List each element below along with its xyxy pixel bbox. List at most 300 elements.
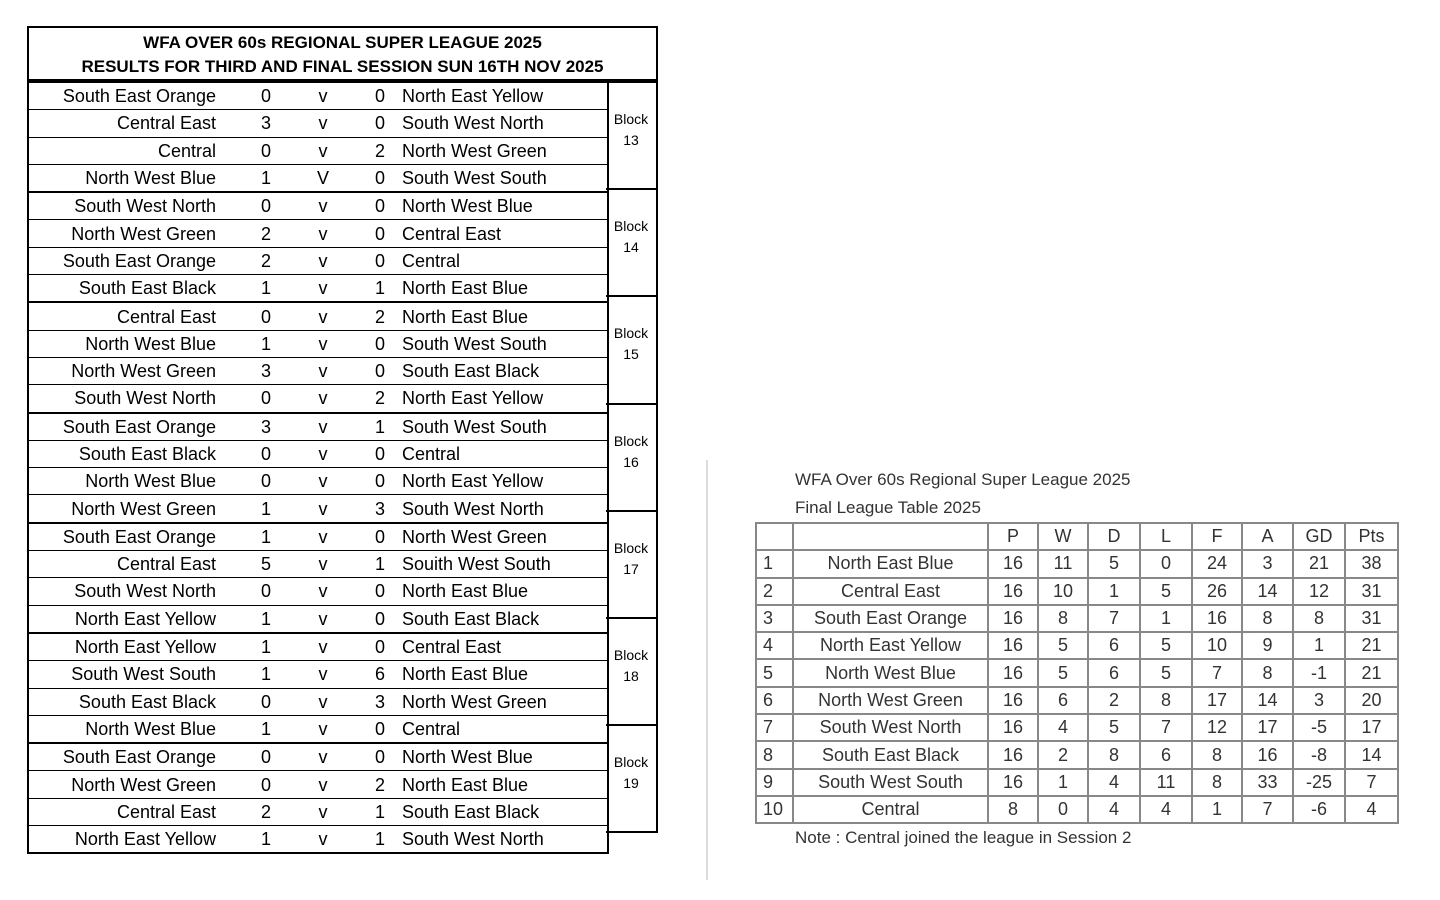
league-cell-for: 10	[1192, 632, 1242, 659]
match-away-score: 3	[366, 495, 394, 523]
match-away-score: 0	[366, 357, 394, 384]
block-label	[606, 295, 658, 404]
league-cell-for: 16	[1192, 605, 1242, 632]
league-cell-lost: 8	[1140, 687, 1192, 714]
league-cell-against: 8	[1242, 605, 1293, 632]
league-cell-for: 8	[1192, 741, 1242, 768]
league-cell-lost: 5	[1140, 578, 1192, 605]
match-home-team: North West Blue	[28, 468, 252, 495]
match-row	[28, 192, 608, 220]
match-home-team: North East Yellow	[28, 826, 252, 854]
match-away-team: Central	[394, 715, 608, 743]
match-row	[28, 605, 608, 633]
league-cell-points: 38	[1345, 550, 1398, 577]
match-away-score: 0	[366, 164, 394, 192]
league-cell-played: 16	[988, 550, 1038, 577]
league-cell-drawn: 5	[1088, 714, 1140, 741]
match-home-score: 1	[252, 661, 280, 688]
match-away-team: Souith West South	[394, 551, 608, 578]
league-cell-points: 31	[1345, 605, 1398, 632]
league-cell-goal-difference: 21	[1293, 550, 1345, 577]
block-label	[606, 617, 658, 726]
block-label	[606, 403, 658, 512]
league-cell-won: 8	[1038, 605, 1088, 632]
league-cell-lost: 5	[1140, 659, 1192, 686]
match-away-score: 6	[366, 661, 394, 688]
league-cell-won: 10	[1038, 578, 1088, 605]
match-away-score: 0	[366, 220, 394, 247]
league-cell-position: 1	[756, 550, 793, 577]
match-away-team: North East Blue	[394, 275, 608, 303]
page-separator	[706, 460, 708, 880]
match-home-score: 0	[252, 385, 280, 413]
match-away-team: South West South	[394, 330, 608, 357]
match-home-score: 0	[252, 82, 280, 110]
league-cell-position: 2	[756, 578, 793, 605]
match-home-score: 5	[252, 551, 280, 578]
match-away-score: 0	[366, 743, 394, 771]
league-note: Note : Central joined the league in Session 2	[795, 828, 1132, 848]
league-cell-lost: 4	[1140, 796, 1192, 823]
league-cell-goal-difference: 3	[1293, 687, 1345, 714]
league-header-cell: Pts	[1345, 523, 1398, 550]
league-cell-team: North East Blue	[793, 550, 988, 577]
match-away-score: 0	[366, 633, 394, 661]
match-home-score: 0	[252, 137, 280, 164]
match-row	[28, 385, 608, 413]
league-cell-against: 8	[1242, 659, 1293, 686]
league-cell-against: 3	[1242, 550, 1293, 577]
match-away-team: Central	[394, 247, 608, 274]
match-row	[28, 220, 608, 247]
league-cell-points: 7	[1345, 769, 1398, 796]
league-cell-played: 16	[988, 769, 1038, 796]
league-cell-position: 8	[756, 741, 793, 768]
league-cell-drawn: 5	[1088, 550, 1140, 577]
league-row	[756, 632, 1398, 659]
league-cell-points: 14	[1345, 741, 1398, 768]
match-home-team: South West South	[28, 661, 252, 688]
block-label	[606, 188, 658, 297]
block-label	[606, 510, 658, 619]
block-word: Block	[613, 325, 649, 342]
match-away-team: North West Green	[394, 688, 608, 715]
match-row	[28, 413, 608, 441]
league-cell-drawn: 4	[1088, 769, 1140, 796]
match-row	[28, 715, 608, 743]
results-table	[27, 81, 609, 854]
match-home-team: South East Black	[28, 688, 252, 715]
match-home-team: South East Black	[28, 275, 252, 303]
match-home-team: North West Blue	[28, 715, 252, 743]
league-cell-drawn: 4	[1088, 796, 1140, 823]
match-home-team: South East Black	[28, 440, 252, 467]
league-header-row	[756, 523, 1398, 550]
match-home-score: 0	[252, 302, 280, 330]
league-cell-goal-difference: 8	[1293, 605, 1345, 632]
block-word: Block	[613, 218, 649, 235]
match-versus: v	[280, 715, 366, 743]
league-cell-team: South East Orange	[793, 605, 988, 632]
block-word: Block	[613, 539, 649, 556]
match-home-score: 0	[252, 688, 280, 715]
league-cell-against: 17	[1242, 714, 1293, 741]
match-row	[28, 302, 608, 330]
league-cell-won: 1	[1038, 769, 1088, 796]
match-versus: v	[280, 302, 366, 330]
match-home-score: 2	[252, 247, 280, 274]
league-cell-goal-difference: 1	[1293, 632, 1345, 659]
match-home-score: 3	[252, 413, 280, 441]
match-home-team: North East Yellow	[28, 633, 252, 661]
league-cell-goal-difference: -6	[1293, 796, 1345, 823]
match-home-score: 3	[252, 357, 280, 384]
match-away-team: South East Black	[394, 605, 608, 633]
match-away-team: North East Blue	[394, 661, 608, 688]
results-title: WFA OVER 60s REGIONAL SUPER LEAGUE 2025	[143, 33, 542, 52]
match-home-score: 3	[252, 110, 280, 137]
block-word: Block	[613, 646, 649, 663]
match-row	[28, 798, 608, 825]
league-cell-for: 12	[1192, 714, 1242, 741]
block-number: 19	[623, 775, 639, 792]
match-away-team: South West North	[394, 495, 608, 523]
match-row	[28, 82, 608, 110]
league-cell-played: 16	[988, 741, 1038, 768]
league-cell-played: 8	[988, 796, 1038, 823]
match-home-score: 1	[252, 715, 280, 743]
match-versus: v	[280, 468, 366, 495]
match-home-score: 2	[252, 798, 280, 825]
match-versus: V	[280, 164, 366, 192]
match-versus: v	[280, 220, 366, 247]
match-versus: v	[280, 798, 366, 825]
match-versus: v	[280, 247, 366, 274]
match-versus: v	[280, 661, 366, 688]
match-away-team: South East Black	[394, 357, 608, 384]
match-row	[28, 688, 608, 715]
league-cell-for: 17	[1192, 687, 1242, 714]
league-row	[756, 769, 1398, 796]
match-away-team: South West South	[394, 413, 608, 441]
league-cell-won: 2	[1038, 741, 1088, 768]
match-home-score: 0	[252, 440, 280, 467]
results-header	[27, 26, 658, 81]
block-number: 15	[623, 346, 639, 363]
league-cell-team: South East Black	[793, 741, 988, 768]
match-home-team: South East Orange	[28, 247, 252, 274]
results-subtitle: RESULTS FOR THIRD AND FINAL SESSION SUN 16TH NOV 2025	[81, 57, 604, 76]
league-header-cell	[756, 523, 793, 550]
match-row	[28, 523, 608, 551]
league-cell-lost: 5	[1140, 632, 1192, 659]
league-cell-for: 1	[1192, 796, 1242, 823]
league-cell-lost: 6	[1140, 741, 1192, 768]
league-cell-team: Central East	[793, 578, 988, 605]
league-cell-team: North West Green	[793, 687, 988, 714]
league-row	[756, 714, 1398, 741]
league-cell-against: 16	[1242, 741, 1293, 768]
match-home-team: Central East	[28, 302, 252, 330]
match-versus: v	[280, 275, 366, 303]
match-row	[28, 743, 608, 771]
match-away-team: North West Green	[394, 137, 608, 164]
match-away-team: North East Blue	[394, 771, 608, 798]
match-home-score: 1	[252, 164, 280, 192]
league-cell-points: 4	[1345, 796, 1398, 823]
match-versus: v	[280, 826, 366, 854]
match-away-score: 2	[366, 137, 394, 164]
league-cell-points: 20	[1345, 687, 1398, 714]
match-versus: v	[280, 385, 366, 413]
match-away-score: 1	[366, 551, 394, 578]
match-row	[28, 771, 608, 798]
league-row	[756, 687, 1398, 714]
match-row	[28, 468, 608, 495]
match-row	[28, 247, 608, 274]
league-header-cell: GD	[1293, 523, 1345, 550]
match-versus: v	[280, 771, 366, 798]
league-cell-for: 26	[1192, 578, 1242, 605]
block-label	[606, 81, 658, 190]
league-table-section	[755, 466, 1399, 848]
match-away-score: 2	[366, 385, 394, 413]
match-home-score: 0	[252, 192, 280, 220]
match-row	[28, 357, 608, 384]
match-home-score: 0	[252, 468, 280, 495]
match-home-team: South East Orange	[28, 413, 252, 441]
match-home-team: South West North	[28, 192, 252, 220]
match-away-team: North East Yellow	[394, 82, 608, 110]
league-table	[755, 522, 1399, 824]
league-cell-drawn: 2	[1088, 687, 1140, 714]
match-row	[28, 137, 608, 164]
block-number: 17	[623, 560, 639, 577]
block-label	[606, 724, 658, 833]
league-row	[756, 659, 1398, 686]
match-away-team: Central	[394, 440, 608, 467]
match-home-team: North West Green	[28, 357, 252, 384]
league-cell-position: 9	[756, 769, 793, 796]
league-cell-for: 8	[1192, 769, 1242, 796]
league-header-cell: D	[1088, 523, 1140, 550]
league-cell-against: 14	[1242, 578, 1293, 605]
match-home-score: 0	[252, 743, 280, 771]
league-cell-for: 7	[1192, 659, 1242, 686]
league-header-cell	[793, 523, 988, 550]
league-cell-won: 4	[1038, 714, 1088, 741]
match-versus: v	[280, 440, 366, 467]
match-home-score: 1	[252, 605, 280, 633]
match-away-score: 3	[366, 688, 394, 715]
match-away-score: 0	[366, 523, 394, 551]
league-cell-team: North West Blue	[793, 659, 988, 686]
league-cell-points: 17	[1345, 714, 1398, 741]
league-row	[756, 741, 1398, 768]
match-home-team: South East Orange	[28, 82, 252, 110]
league-row	[756, 578, 1398, 605]
match-home-team: North West Green	[28, 771, 252, 798]
match-away-score: 1	[366, 413, 394, 441]
match-versus: v	[280, 495, 366, 523]
league-cell-played: 16	[988, 605, 1038, 632]
league-header-cell: W	[1038, 523, 1088, 550]
match-versus: v	[280, 523, 366, 551]
league-cell-position: 3	[756, 605, 793, 632]
match-home-team: North East Yellow	[28, 605, 252, 633]
league-cell-against: 14	[1242, 687, 1293, 714]
match-away-team: North East Blue	[394, 578, 608, 605]
match-away-score: 0	[366, 247, 394, 274]
league-cell-lost: 11	[1140, 769, 1192, 796]
league-header-cell: P	[988, 523, 1038, 550]
league-cell-position: 4	[756, 632, 793, 659]
league-cell-against: 7	[1242, 796, 1293, 823]
match-home-team: South West North	[28, 578, 252, 605]
match-home-score: 1	[252, 495, 280, 523]
match-away-score: 0	[366, 192, 394, 220]
league-cell-drawn: 6	[1088, 632, 1140, 659]
match-home-team: North West Green	[28, 495, 252, 523]
match-away-team: North East Blue	[394, 302, 608, 330]
match-home-score: 1	[252, 330, 280, 357]
match-home-score: 1	[252, 633, 280, 661]
match-versus: v	[280, 413, 366, 441]
match-home-team: Central	[28, 137, 252, 164]
match-home-team: Central East	[28, 110, 252, 137]
match-away-team: North East Yellow	[394, 385, 608, 413]
match-home-score: 0	[252, 578, 280, 605]
match-home-team: Central East	[28, 798, 252, 825]
league-cell-won: 6	[1038, 687, 1088, 714]
match-versus: v	[280, 330, 366, 357]
match-home-score: 1	[252, 523, 280, 551]
match-row	[28, 661, 608, 688]
match-row	[28, 164, 608, 192]
league-cell-goal-difference: 12	[1293, 578, 1345, 605]
league-cell-against: 9	[1242, 632, 1293, 659]
league-cell-drawn: 6	[1088, 659, 1140, 686]
match-away-score: 0	[366, 110, 394, 137]
match-home-team: Central East	[28, 551, 252, 578]
block-number: 18	[623, 667, 639, 684]
block-word: Block	[613, 111, 649, 127]
match-away-score: 0	[366, 605, 394, 633]
match-versus: v	[280, 743, 366, 771]
match-versus: v	[280, 82, 366, 110]
match-home-team: North West Blue	[28, 330, 252, 357]
league-cell-goal-difference: -25	[1293, 769, 1345, 796]
match-away-score: 0	[366, 578, 394, 605]
match-versus: v	[280, 137, 366, 164]
match-versus: v	[280, 633, 366, 661]
match-away-team: North West Blue	[394, 192, 608, 220]
league-cell-played: 16	[988, 659, 1038, 686]
match-versus: v	[280, 688, 366, 715]
match-row	[28, 633, 608, 661]
league-cell-lost: 1	[1140, 605, 1192, 632]
match-home-team: South East Orange	[28, 523, 252, 551]
match-home-score: 2	[252, 220, 280, 247]
match-row	[28, 330, 608, 357]
match-away-score: 1	[366, 826, 394, 854]
league-cell-position: 6	[756, 687, 793, 714]
match-away-team: North East Yellow	[394, 468, 608, 495]
match-away-team: South West North	[394, 826, 608, 854]
block-number: 16	[623, 453, 639, 470]
league-cell-played: 16	[988, 632, 1038, 659]
results-body	[27, 81, 658, 854]
match-away-team: North West Blue	[394, 743, 608, 771]
match-away-score: 2	[366, 771, 394, 798]
match-versus: v	[280, 357, 366, 384]
match-away-team: Central East	[394, 220, 608, 247]
match-row	[28, 275, 608, 303]
match-away-score: 0	[366, 715, 394, 743]
block-column	[606, 81, 658, 833]
league-header-cell: A	[1242, 523, 1293, 550]
match-home-score: 0	[252, 771, 280, 798]
match-home-score: 1	[252, 275, 280, 303]
league-cell-points: 21	[1345, 659, 1398, 686]
league-cell-drawn: 1	[1088, 578, 1140, 605]
league-cell-team: Central	[793, 796, 988, 823]
match-row	[28, 495, 608, 523]
league-cell-played: 16	[988, 578, 1038, 605]
league-cell-drawn: 7	[1088, 605, 1140, 632]
match-away-score: 0	[366, 440, 394, 467]
league-cell-points: 21	[1345, 632, 1398, 659]
league-cell-lost: 0	[1140, 550, 1192, 577]
match-home-team: North West Green	[28, 220, 252, 247]
league-cell-won: 0	[1038, 796, 1088, 823]
match-home-team: South West North	[28, 385, 252, 413]
match-versus: v	[280, 578, 366, 605]
match-row	[28, 440, 608, 467]
match-away-team: South West North	[394, 110, 608, 137]
league-cell-against: 33	[1242, 769, 1293, 796]
league-cell-goal-difference: -5	[1293, 714, 1345, 741]
match-away-team: Central East	[394, 633, 608, 661]
block-number: 14	[623, 239, 639, 256]
match-home-team: North West Blue	[28, 164, 252, 192]
match-away-score: 0	[366, 82, 394, 110]
match-home-score: 1	[252, 826, 280, 854]
results-sheet	[27, 26, 658, 854]
league-cell-won: 5	[1038, 632, 1088, 659]
league-row	[756, 796, 1398, 823]
league-title: WFA Over 60s Regional Super League 2025	[795, 470, 1131, 489]
match-away-team: South East Black	[394, 798, 608, 825]
league-row	[756, 605, 1398, 632]
league-cell-won: 5	[1038, 659, 1088, 686]
league-cell-points: 31	[1345, 578, 1398, 605]
match-versus: v	[280, 110, 366, 137]
league-subtitle: Final League Table 2025	[795, 498, 981, 517]
league-header-cell: L	[1140, 523, 1192, 550]
match-away-team: South West South	[394, 164, 608, 192]
league-cell-played: 16	[988, 687, 1038, 714]
match-row	[28, 826, 608, 854]
block-number: 13	[623, 132, 639, 148]
league-cell-team: South West South	[793, 769, 988, 796]
block-word: Block	[613, 432, 649, 449]
match-away-score: 0	[366, 468, 394, 495]
match-away-score: 0	[366, 330, 394, 357]
match-away-score: 2	[366, 302, 394, 330]
league-cell-position: 5	[756, 659, 793, 686]
match-away-score: 1	[366, 798, 394, 825]
